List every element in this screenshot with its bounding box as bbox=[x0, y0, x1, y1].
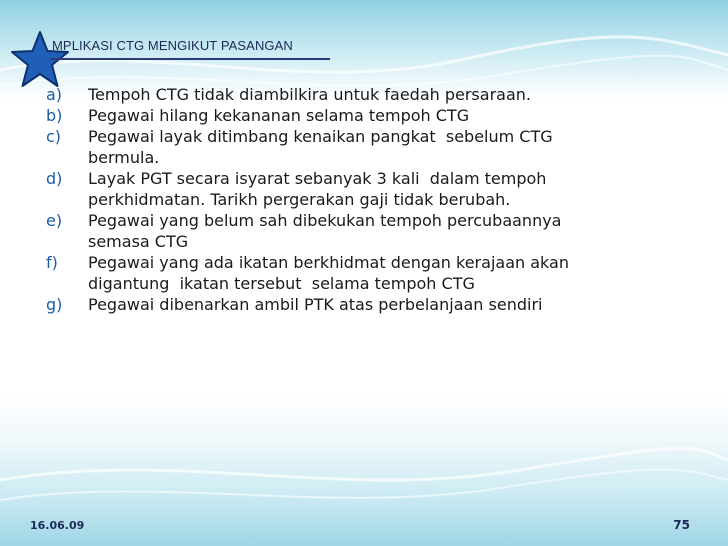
list-item-letter: b) bbox=[46, 106, 63, 125]
list-item-letter: f) bbox=[46, 253, 58, 272]
slide-title: MPLIKASI CTG MENGIKUT PASANGAN bbox=[52, 38, 293, 53]
list-item-text: Pegawai dibenarkan ambil PTK atas perbelanjaan sendiri bbox=[88, 295, 543, 314]
list-item-letter: d) bbox=[46, 169, 63, 188]
list-item-text: Layak PGT secara isyarat sebanyak 3 kali dalam tempoh perkhidmatan. Tarikh pergerakan gaji tidak berubah. bbox=[88, 169, 552, 209]
list-item bbox=[46, 252, 586, 294]
bullet-list bbox=[46, 84, 586, 315]
list-item-text: Pegawai layak ditimbang kenaikan pangkat sebelum CTG bermula. bbox=[88, 127, 558, 167]
list-item bbox=[46, 168, 586, 210]
list-item-letter: e) bbox=[46, 211, 63, 230]
list-item bbox=[46, 294, 586, 315]
list-item bbox=[46, 210, 586, 252]
list-item-letter: c) bbox=[46, 127, 62, 146]
list-item-text: Pegawai yang belum sah dibekukan tempoh percubaannya semasa CTG bbox=[88, 211, 567, 251]
list-item-letter: a) bbox=[46, 85, 63, 104]
list-item-letter: g) bbox=[46, 295, 63, 314]
list-item bbox=[46, 84, 586, 105]
page-number: 75 bbox=[673, 518, 690, 532]
slide-date: 16.06.09 bbox=[30, 519, 85, 532]
list-item-text: Pegawai hilang kekananan selama tempoh CTG bbox=[88, 106, 470, 125]
list-item-text: Pegawai yang ada ikatan berkhidmat dengan kerajaan akan digantung ikatan tersebut selama tempoh CTG bbox=[88, 253, 575, 293]
list-item bbox=[46, 126, 586, 168]
title-underline bbox=[50, 58, 330, 60]
list-item bbox=[46, 105, 586, 126]
list-item-text: Tempoh CTG tidak diambilkira untuk faedah persaraan. bbox=[88, 85, 531, 104]
